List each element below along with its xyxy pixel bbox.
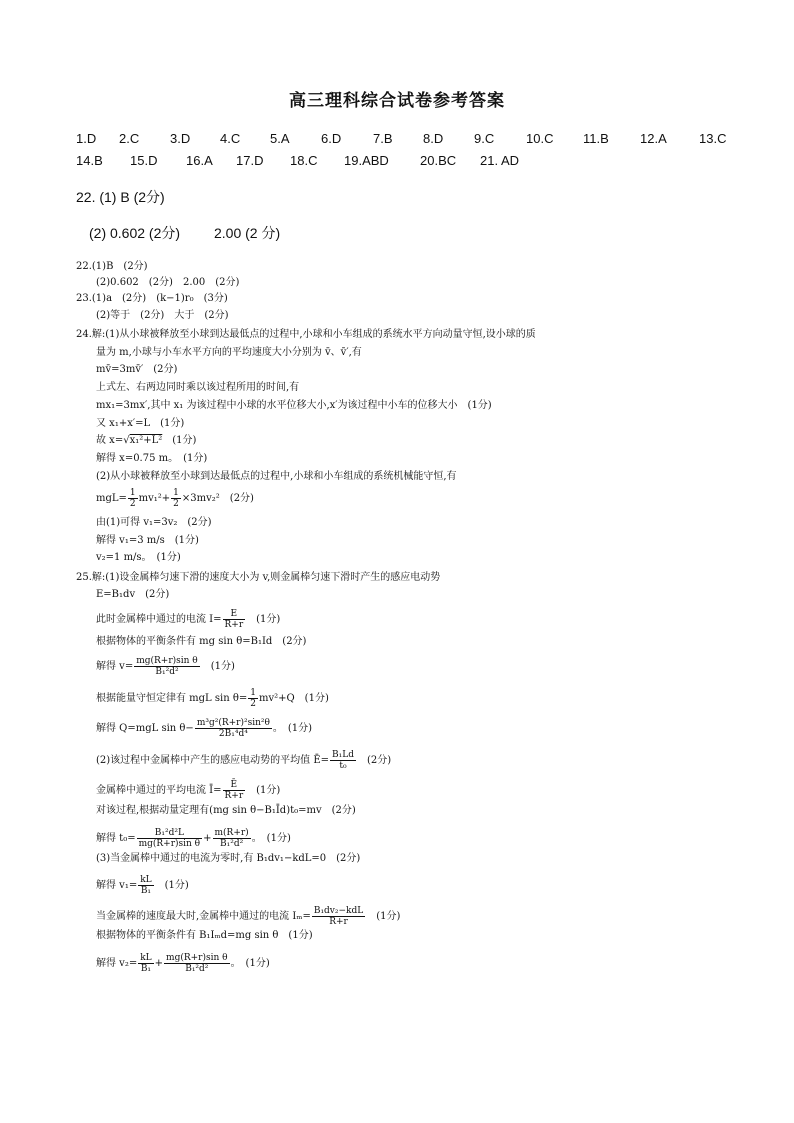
fraction: [137, 828, 203, 849]
q24-line: 又 x₁+x′=L (1分): [96, 418, 185, 429]
q24-line: 解得 v₁=3 m/s (1分): [96, 535, 199, 546]
fraction: [195, 718, 272, 739]
mc-answer: 20.BC: [420, 153, 457, 168]
mc-answer: 15.D: [130, 153, 158, 168]
equation: mv₁²+: [138, 493, 171, 504]
numerator: m(R+r): [214, 828, 249, 838]
equation: 解得 Q=mgL sin θ−: [96, 723, 194, 734]
equation: x₁²+L²: [129, 435, 163, 446]
q24-line: [96, 488, 254, 509]
denominator: 2: [250, 699, 256, 709]
q25-line: [96, 718, 312, 739]
q25-line: [96, 875, 189, 896]
mc-answer: 6.D: [321, 131, 342, 146]
equation: 金属棒中通过的平均电流 Ī=: [96, 785, 222, 796]
denominator: B₁²d²: [219, 839, 244, 849]
score: (1分): [210, 661, 235, 672]
mc-answer: 4.C: [220, 131, 241, 146]
q24-line: (2)从小球被释放至小球到达最低点的过程中,小球和小车组成的系统机械能守恒,有: [96, 471, 457, 482]
mc-answer: 19.ABD: [344, 153, 389, 168]
denominator: t₀: [339, 761, 347, 771]
equation: ×3mv₂² (2分): [181, 493, 254, 504]
fraction: [330, 750, 356, 771]
q24-line: [96, 364, 177, 376]
numerator: mg(R+r)sin θ: [136, 656, 198, 666]
equation: 解得 v=: [96, 661, 134, 672]
equation: 解得 v₂=: [96, 958, 138, 969]
numerator: 1: [129, 488, 136, 498]
score: (2分): [153, 364, 178, 375]
q25-line: E=B₁dv (2分): [96, 589, 170, 600]
mc-answer: 8.D: [423, 131, 444, 146]
fraction: [171, 488, 181, 509]
q25-line: [96, 656, 235, 677]
denominator: mg(R+r)sin θ: [138, 839, 201, 849]
fraction: [164, 953, 230, 974]
q22-answer-large: 22. (1) B (2分): [76, 189, 165, 205]
mc-answer: 17.D: [236, 153, 264, 168]
q25-line: [96, 780, 280, 801]
denominator: B₁²d²: [155, 667, 179, 677]
score: (1分): [256, 614, 281, 625]
mc-answer: 5.A: [270, 131, 290, 146]
equation: 。 (1分): [251, 833, 291, 844]
q22-line: (2)0.602 (2分) 2.00 (2分): [96, 277, 240, 288]
equation: (2)该过程中金属棒中产生的感应电动势的平均值 Ē=: [96, 755, 330, 766]
q25-line: [96, 750, 391, 771]
q25-line: 根据物体的平衡条件有 B₁Iₘd=mg sin θ (1分): [96, 930, 313, 941]
mc-answer: 10.C: [526, 131, 554, 146]
denominator: 2: [129, 499, 136, 509]
q25-line: [96, 953, 270, 974]
mc-answer: 12.A: [640, 131, 667, 146]
mc-answer: 14.B: [76, 153, 103, 168]
equation: 解得 t₀=: [96, 833, 136, 844]
mc-answer: 11.B: [583, 131, 609, 146]
q25-line: [96, 609, 280, 630]
q24-line: 由(1)可得 v₁=3v₂ (2分): [96, 517, 212, 528]
numerator: m³g²(R+r)²sin²θ: [196, 718, 270, 728]
fraction: [128, 488, 138, 509]
mc-answer: 13.C: [699, 131, 727, 146]
q24-line: 解得 x=0.75 m。 (1分): [96, 453, 208, 464]
denominator: B₁²d²: [185, 964, 209, 974]
denominator: B₁: [140, 886, 152, 896]
equation: 根据能量守恒定律有 mgL sin θ=: [96, 693, 248, 704]
equation: mv²+Q (1分): [258, 693, 329, 704]
denominator: R+r: [329, 917, 348, 927]
mc-answer: 7.B: [373, 131, 393, 146]
equation: +: [154, 958, 164, 969]
q25-line: 25.解:(1)设金属棒匀速下滑的速度大小为 v,则金属棒匀速下滑时产生的感应电动势: [76, 572, 441, 583]
fraction: [223, 780, 246, 801]
mc-answer: 21. AD: [480, 153, 520, 168]
q22-part2-large: (2) 0.602 (2分): [89, 225, 181, 241]
equation: 此时金属棒中通过的电流 I=: [96, 614, 222, 625]
q22-line: 22.(1)B (2分): [76, 261, 148, 272]
q24-line: 上式左、右两边同时乘以该过程所用的时间,有: [96, 382, 300, 393]
equation: +: [203, 833, 212, 844]
denominator: 2: [173, 499, 179, 509]
q24-line: 量为 m,小球与小车水平方向的平均速度大小分别为 v̄、v̄′,有: [96, 347, 362, 358]
mc-answer: 16.A: [186, 153, 213, 168]
q23-line: (2)等于 (2分) 大于 (2分): [96, 310, 229, 321]
score: (1分): [376, 911, 401, 922]
fraction: [223, 609, 246, 630]
numerator: B₁Ld: [332, 750, 354, 760]
numerator: kL: [140, 953, 152, 963]
q24-line: v₂=1 m/s。 (1分): [96, 552, 181, 563]
fraction: [213, 828, 251, 849]
q25-line: [96, 828, 291, 849]
numerator: E: [223, 609, 246, 620]
mc-answer: 1.D: [76, 131, 97, 146]
numerator: kL: [140, 875, 152, 885]
q25-line: 根据物体的平衡条件有 mg sin θ=B₁Id (2分): [96, 636, 307, 647]
q24-line: 24.解:(1)从小球被释放至小球到达最低点的过程中,小球和小车组成的系统水平方向动量守恒,设小球的质: [76, 329, 536, 340]
q24-line: [96, 435, 196, 447]
equation: 故 x=: [96, 435, 124, 446]
fraction: [248, 688, 258, 709]
score: (1分): [172, 435, 197, 446]
numerator: B₁dv₂−kdL: [313, 906, 364, 916]
equation: 解得 v₁=: [96, 880, 138, 891]
equation: 。 (1分): [230, 958, 270, 969]
numerator: B₁²d²L: [137, 828, 203, 839]
mc-answer: 9.C: [474, 131, 495, 146]
page-title: 高三理科综合试卷参考答案: [289, 91, 505, 111]
score: (1分): [256, 785, 281, 796]
q24-line: mx₁=3mx′,其中 x₁ 为该过程中小球的水平位移大小,x′为该过程中小车的位移大小 (1分): [96, 400, 492, 411]
q23-line: 23.(1)a (2分) (k−1)r₀ (3分): [76, 293, 228, 304]
fraction: [138, 953, 153, 974]
q25-line: (3)当金属棒中通过的电流为零时,有 B₁dv₁−kdL=0 (2分): [96, 853, 361, 864]
denominator: 2B₁⁴d⁴: [218, 729, 248, 739]
mc-answer: 2.C: [119, 131, 140, 146]
sqrt-icon: √: [123, 435, 130, 446]
q25-line: 对该过程,根据动量定理有(mg sin θ−B₁Īd)t₀=mv (2分): [96, 805, 356, 816]
numerator: Ē: [223, 780, 246, 791]
q25-line: [96, 688, 329, 709]
mc-answer: 18.C: [290, 153, 318, 168]
mc-answer: 3.D: [170, 131, 191, 146]
q22-part2-value2-large: 2.00 (2 分): [214, 225, 281, 241]
equation: 当金属棒的速度最大时,金属棒中通过的电流 Iₘ=: [96, 911, 311, 922]
q25-line: [96, 906, 400, 927]
denominator: R+r: [224, 620, 244, 630]
numerator: 1: [250, 688, 256, 698]
numerator: mg(R+r)sin θ: [166, 953, 228, 963]
equation: mv̄=3mv̄′: [96, 364, 144, 375]
denominator: B₁: [140, 964, 152, 974]
numerator: 1: [173, 488, 179, 498]
equation: 。 (1分): [272, 723, 313, 734]
fraction: [134, 656, 200, 677]
score: (2分): [367, 755, 392, 766]
denominator: R+r: [224, 791, 244, 801]
fraction: [138, 875, 153, 896]
score: (1分): [164, 880, 189, 891]
fraction: [312, 906, 365, 927]
equation: mgL=: [96, 493, 127, 504]
